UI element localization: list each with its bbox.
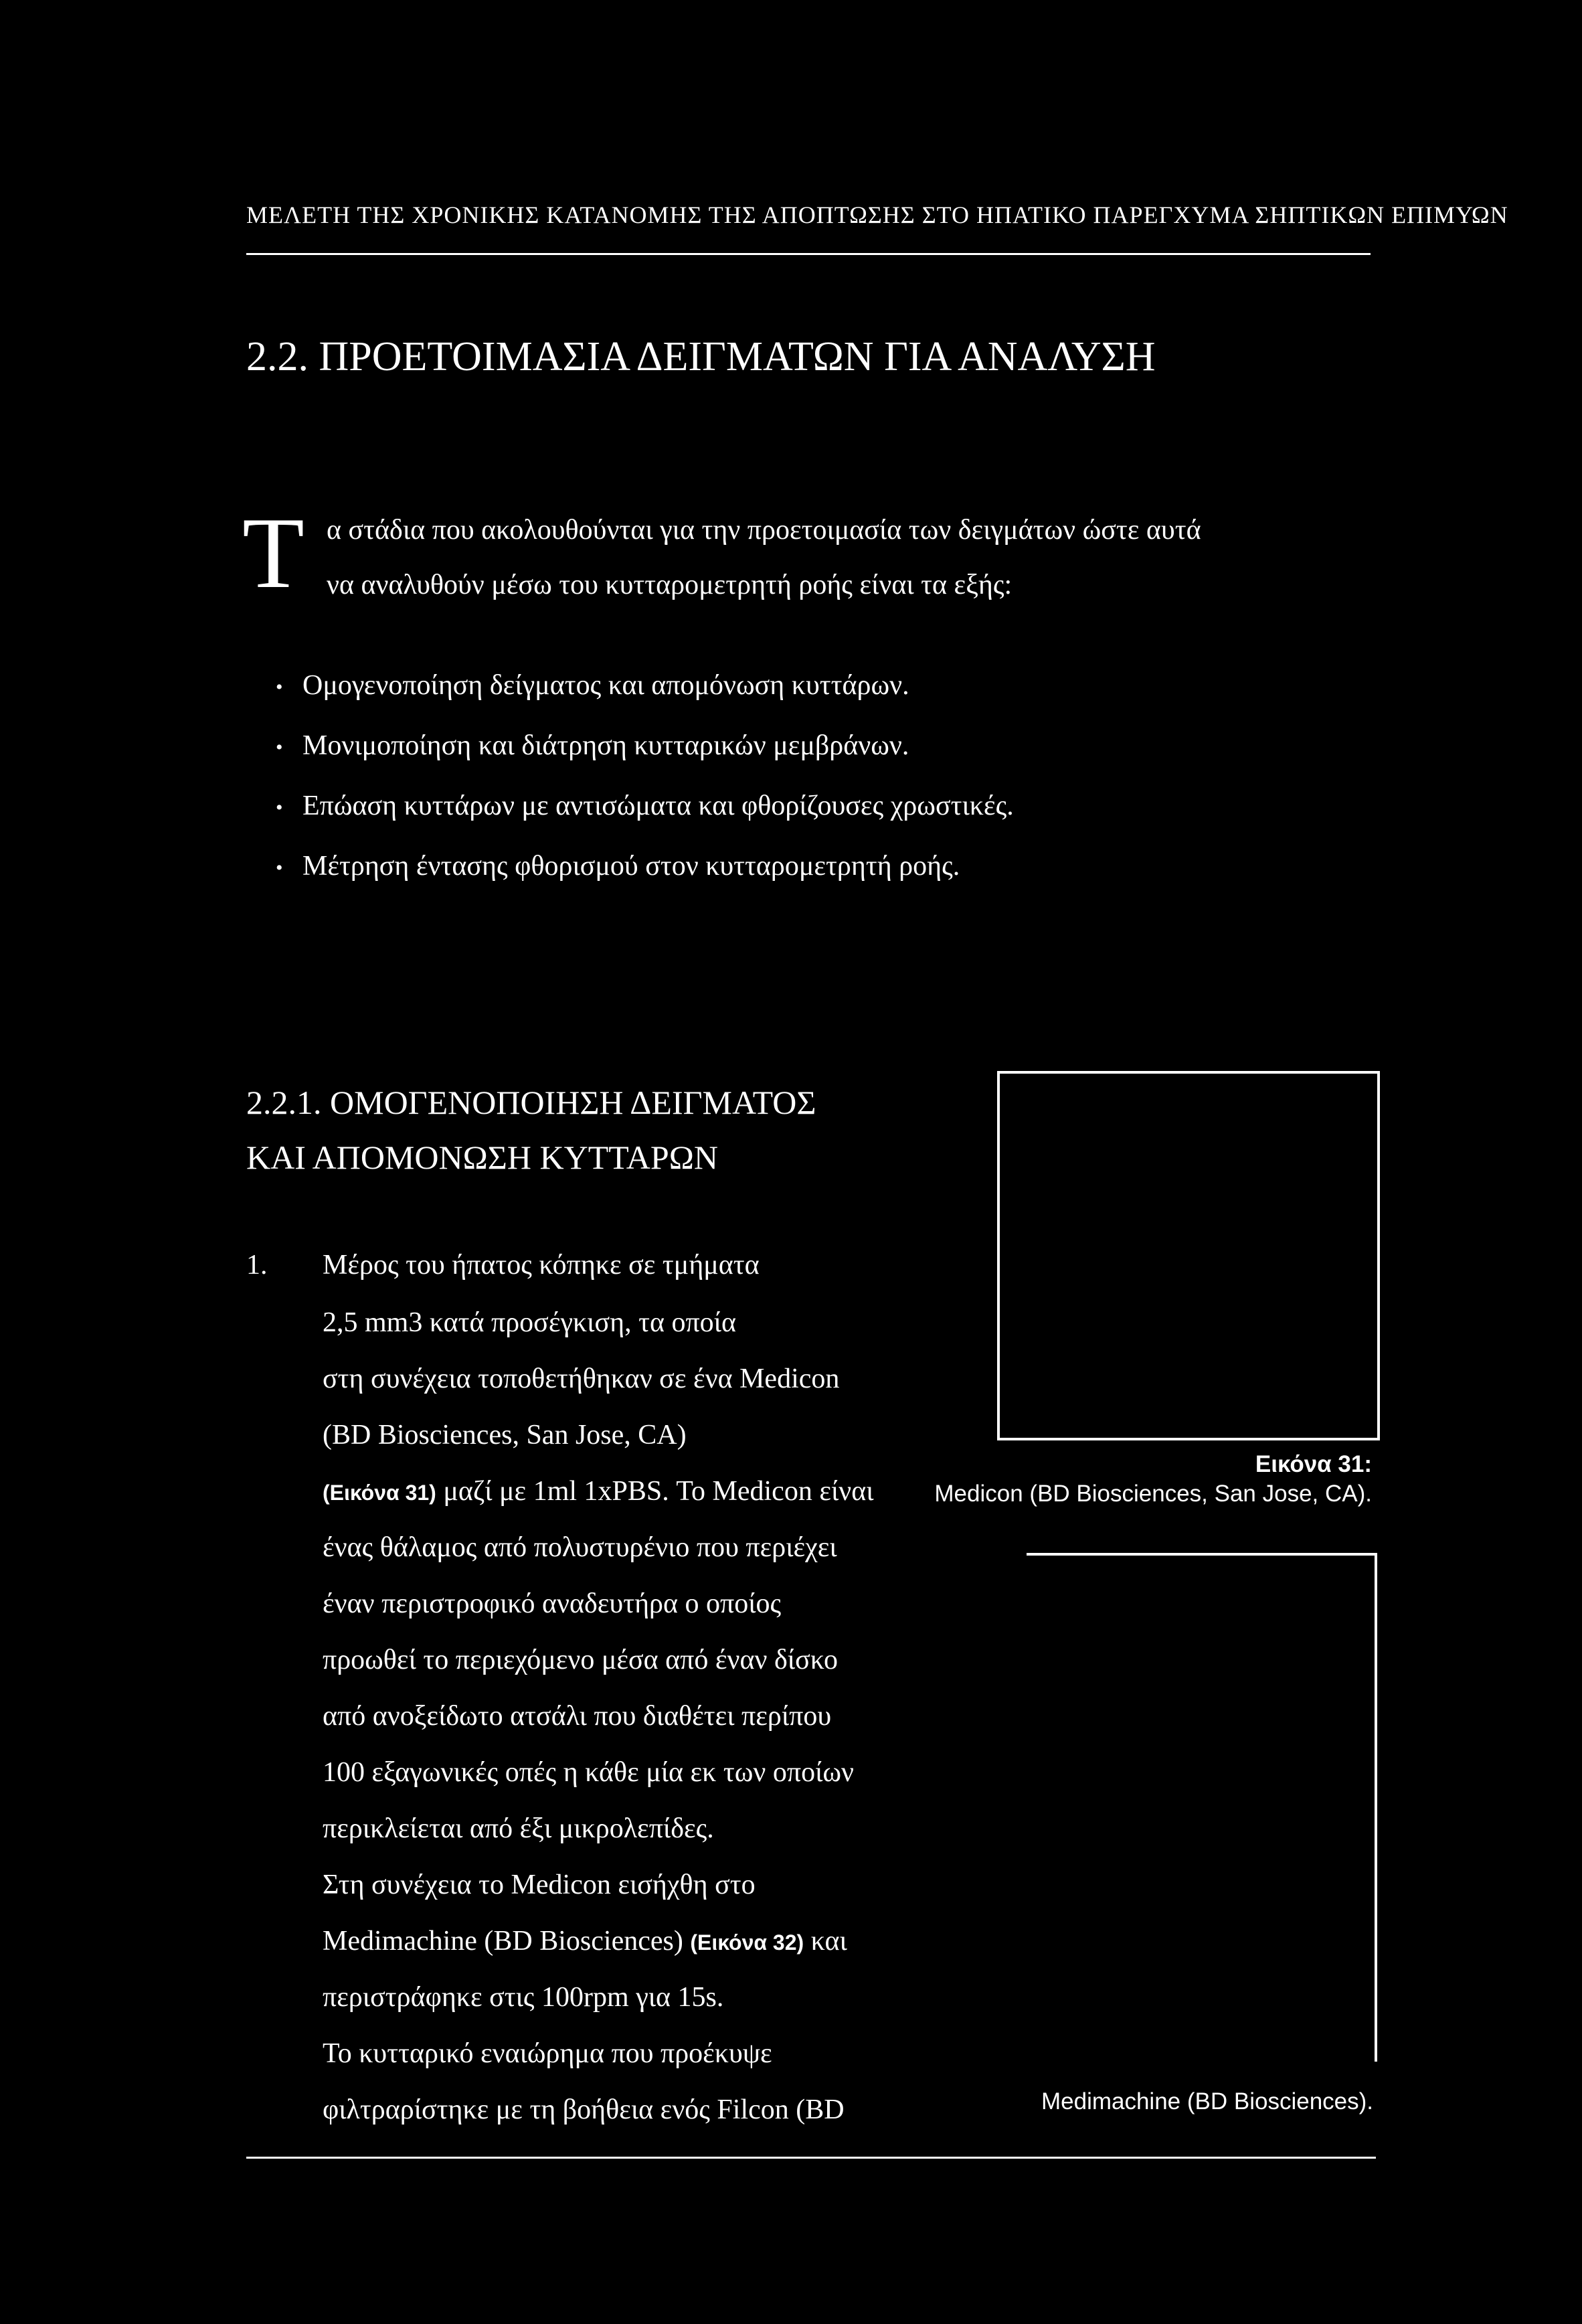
bullet-text: Μέτρηση έντασης φθορισμού στον κυτταρομετρητή ροής. [302,851,960,882]
figure-32-reference: (Εικόνα 32) [690,1930,804,1955]
figure-31-label: Εικόνα 31: [1255,1451,1372,1477]
figure-32-top-rule [1027,1553,1377,1556]
body-line [323,1475,874,1507]
body-line: 2,5 mm3 κατά προσέγκιση, τα οποία [323,1307,736,1338]
dropcap-letter: Τ [242,497,304,609]
body-line: φιλτραρίστηκε με τη βοήθεια ενός Filcon (BD [323,2094,845,2125]
running-header: ΜΕΛΕΤΗ ΤΗΣ ΧΡΟΝΙΚΗΣ ΚΑΤΑΝΟΜΗΣ ΤΗΣ ΑΠΟΠΤΩΣΗΣ ΣΤΟ ΗΠΑΤΙΚΟ ΠΑΡΕΓΧΥΜΑ ΣΗΠΤΙΚΩΝ ΕΠΙΜΥΩΝ [246,201,1508,228]
figure-31-image [997,1071,1380,1440]
bullet-dot-icon: • [276,857,283,880]
body-text: Medimachine (BD Biosciences) [323,1926,691,1957]
bullet-item [276,850,960,882]
figure-32-image [998,1627,1375,2048]
body-line: από ανοξείδωτο ατσάλι που διαθέτει περίπου [323,1701,832,1732]
body-line: 100 εξαγωνικές οπές η κάθε μία εκ των οποίων [323,1757,855,1788]
subsection-title-line-2: ΚΑΙ ΑΠΟΜΟΝΩΣΗ ΚΥΤΤΑΡΩΝ [246,1139,718,1176]
figure-31-caption: Medicon (BD Biosciences, San Jose, CA). [934,1481,1372,1507]
intro-line-1: α στάδια που ακολουθούνται για την προετοιμασία των δειγμάτων ώστε αυτά [327,515,1201,546]
body-line: ένας θάλαμος από πολυστυρένιο που περιέχει [323,1532,837,1563]
figure-32-right-edge [1375,1553,1377,2062]
body-text: μαζί με 1ml 1xPBS. Το Medicon είναι [436,1476,874,1507]
figure-32-caption: Medimachine (BD Biosciences). [1041,2088,1373,2114]
bullet-item [276,669,909,701]
bullet-text: Ομογενοποίηση δείγματος και απομόνωση κυττάρων. [302,670,909,701]
item-number: 1. [246,1250,268,1280]
header-rule [246,253,1371,255]
body-line: περικλείεται από έξι μικρολεπίδες. [323,1813,714,1844]
body-line: Το κυτταρικό εναιώρημα που προέκυψε [323,2038,772,2069]
body-line: στη συνέχεια τοποθετήθηκαν σε ένα Medicon [323,1363,840,1394]
bullet-text: Επώαση κυττάρων με αντισώματα και φθορίζουσες χρωστικές. [302,791,1014,821]
bullet-item [276,790,1014,822]
body-line [323,1925,847,1957]
bullet-item [276,730,909,762]
body-line: περιστράφηκε στις 100rpm για 15s. [323,1982,724,2013]
body-text: και [804,1926,847,1957]
bullet-dot-icon: • [276,676,283,699]
intro-line-2: να αναλυθούν μέσω του κυτταρομετρητή ροής είναι τα εξής: [327,570,1013,600]
body-line: προωθεί το περιεχόμενο μέσα από έναν δίσκο [323,1645,838,1675]
footer-rule [246,2157,1376,2159]
bullet-dot-icon: • [276,736,283,759]
body-line: Στη συνέχεια το Medicon εισήχθη στο [323,1870,756,1900]
body-line: έναν περιστροφικό αναδευτήρα ο οποίος [323,1588,782,1619]
bullet-text: Μονιμοποίηση και διάτρηση κυτταρικών μεμβράνων. [302,730,909,761]
figure-31-reference: (Εικόνα 31) [323,1481,436,1505]
body-line: (BD Biosciences, San Jose, CA) [323,1420,687,1450]
subsection-title-line-1: 2.2.1. ΟΜΟΓΕΝΟΠΟΙΗΣΗ ΔΕΙΓΜΑΤΟΣ [246,1084,816,1121]
bullet-dot-icon: • [276,797,283,819]
body-line: Μέρος του ήπατος κόπηκε σε τμήματα [323,1250,760,1280]
section-title: 2.2. ΠΡΟΕΤΟΙΜΑΣΙΑ ΔΕΙΓΜΑΤΩΝ ΓΙΑ ΑΝΑΛΥΣΗ [246,334,1156,380]
